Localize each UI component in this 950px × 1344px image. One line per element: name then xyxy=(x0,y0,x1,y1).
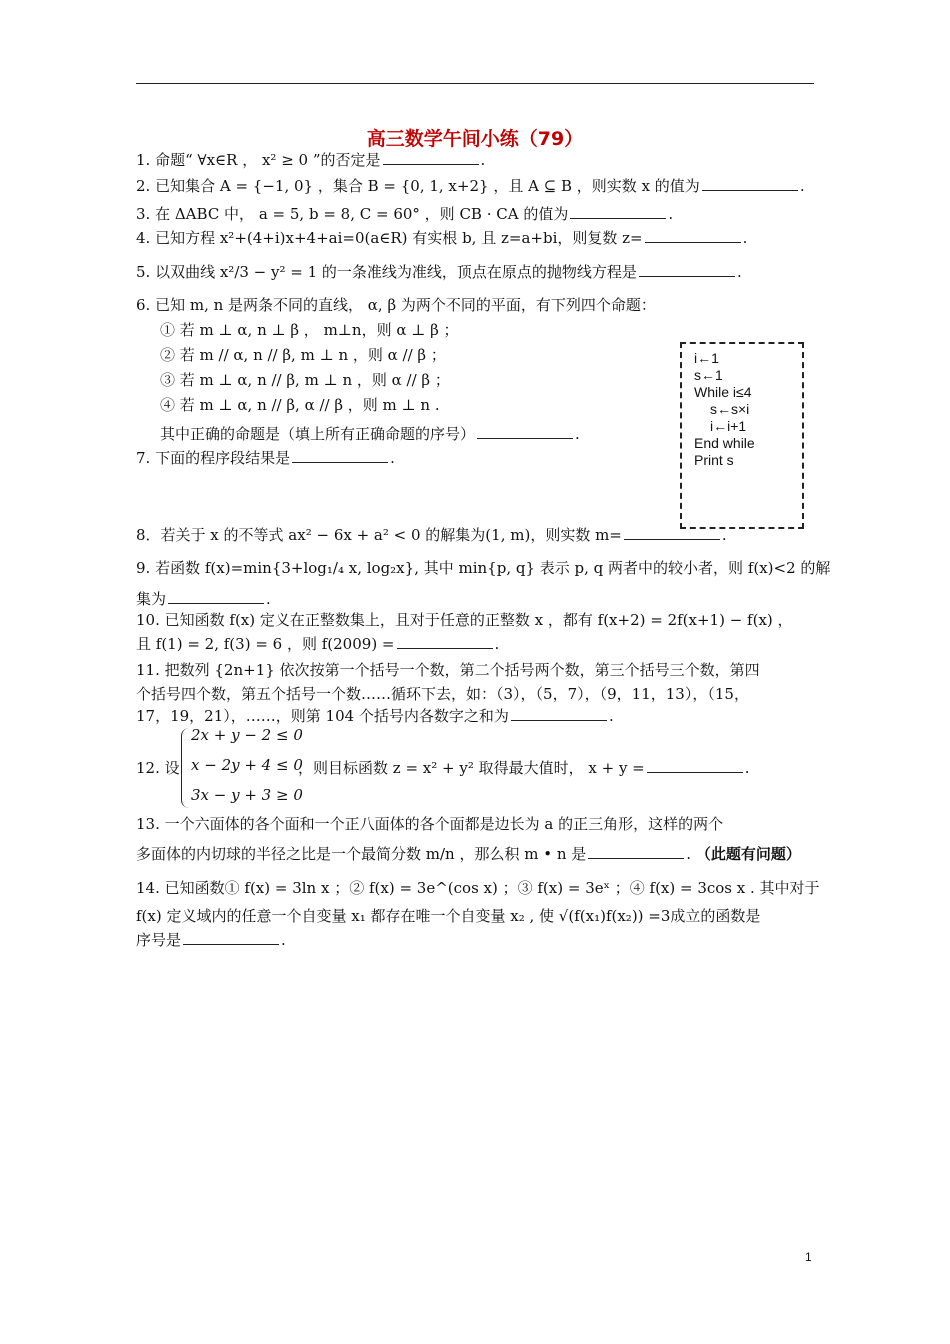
answer-blank[interactable] xyxy=(397,634,493,649)
answer-blank[interactable] xyxy=(183,930,279,945)
problem-13-cont: 多面体的内切球的半径之比是一个最简分数 m/n ，那么积 m • n 是 . （此题有问题） xyxy=(136,845,801,863)
problem-7: 7. 下面的程序段结果是 . xyxy=(136,449,395,467)
problem-9-cont: 集为 . xyxy=(136,590,271,608)
problem-14: 14. 已知函数① f(x) = 3ln x ；② f(x) = 3e^(cos x) ；③ f(x) = 3eˣ ；④ f(x) = 3cos x . 其中对于 xyxy=(136,879,820,897)
problem-5: 5. 以双曲线 x²/3 − y² = 1 的一条准线为准线，顶点在原点的抛物线方程是 . xyxy=(136,263,742,281)
problem-11: 11. 把数列 {2n+1} 依次按第一个括号一个数，第二个括号两个数，第三个括号三个数，第四 xyxy=(136,661,760,679)
problem-12-cont: ，则目标函数 z = x² + y² 取得最大值时， x + y = . xyxy=(298,759,750,777)
answer-blank[interactable] xyxy=(647,758,743,773)
constraint: x − 2y + 4 ≤ 0 xyxy=(191,756,303,774)
answer-blank[interactable] xyxy=(383,150,479,165)
answer-blank[interactable] xyxy=(639,262,735,277)
page-title: 高三数学午间小练（79） xyxy=(366,128,584,150)
program-line: Print s xyxy=(694,452,734,468)
answer-blank[interactable] xyxy=(570,204,666,219)
answer-blank[interactable] xyxy=(511,706,607,721)
problem-note: （此题有问题） xyxy=(695,845,801,863)
problem-3: 3. 在 ΔABC 中， a = 5, b = 8, C = 60° ，则 CB · CA 的值为 . xyxy=(136,205,674,223)
constraint: 2x + y − 2 ≤ 0 xyxy=(191,726,303,744)
program-line: s←s×i xyxy=(710,401,750,417)
program-line: End while xyxy=(694,435,755,451)
problem-10: 10. 已知函数 f(x) 定义在正整数集上，且对于任意的正整数 x ，都有 f(x+2) = 2f(x+1) − f(x) ， xyxy=(136,611,793,629)
program-line: i←i+1 xyxy=(710,418,747,434)
answer-blank[interactable] xyxy=(702,176,798,191)
answer-blank[interactable] xyxy=(292,448,388,463)
problem-12: 12. 设 xyxy=(136,759,180,777)
page-number: 1 xyxy=(805,1250,812,1264)
problem-6-item-3: ③ 若 m ⊥ α, n // β, m ⊥ n ，则 α // β ； xyxy=(160,371,450,389)
problem-9: 9. 若函数 f(x)=min{3+log₁/₄ x, log₂x}, 其中 min{p, q} 表示 p, q 两者中的较小者，则 f(x)<2 的解 xyxy=(136,559,831,577)
problem-6-item-2: ② 若 m // α, n // β, m ⊥ n ，则 α // β ； xyxy=(160,346,446,364)
system-brace xyxy=(181,728,190,808)
problem-8: 8．若关于 x 的不等式 ax² − 6x + a² < 0 的解集为(1, m)，则实数 m= . xyxy=(136,526,727,544)
program-box xyxy=(680,342,804,529)
problem-4: 4. 已知方程 x²+(4+i)x+4+ai=0(a∈R) 有实根 b, 且 z=a+bi，则复数 z= . xyxy=(136,229,748,247)
program-line: While i≤4 xyxy=(694,384,752,400)
header-rule xyxy=(136,83,814,84)
program-line: i←1 xyxy=(694,350,719,366)
problem-6-question: 其中正确的命题是（填上所有正确命题的序号） . xyxy=(160,425,580,443)
problem-1: 1. 命题“ ∀x∈R ， x² ≥ 0 ”的否定是 . xyxy=(136,151,486,169)
answer-blank[interactable] xyxy=(588,844,684,859)
problem-11-cont: 17，19，21），……，则第 104 个括号内各数字之和为 . xyxy=(136,707,614,725)
problem-6: 6. 已知 m, n 是两条不同的直线， α, β 为两个不同的平面，有下列四个命题： xyxy=(136,296,656,314)
answer-blank[interactable] xyxy=(645,228,741,243)
problem-10-cont: 且 f(1) = 2, f(3) = 6 ，则 f(2009) = . xyxy=(136,635,500,653)
answer-blank[interactable] xyxy=(624,525,720,540)
program-line: s←1 xyxy=(694,367,723,383)
problem-11-cont: 个括号四个数，第五个括号一个数……循环下去，如：（3），（5，7），（9，11，13），（15， xyxy=(136,685,749,703)
answer-blank[interactable] xyxy=(477,424,573,439)
problem-14-cont: f(x) 定义域内的任意一个自变量 x₁ 都存在唯一个自变量 x₂ , 使 √(f(x₁)f(x₂)) =3成立的函数是 xyxy=(136,907,761,925)
problem-14-cont: 序号是 . xyxy=(136,931,286,949)
problem-6-item-4: ④ 若 m ⊥ α, n // β, α // β ，则 m ⊥ n . xyxy=(160,396,440,414)
problem-2: 2. 已知集合 A = {−1, 0} ，集合 B = {0, 1, x+2} ，且 A ⊆ B ，则实数 x 的值为 . xyxy=(136,177,805,195)
problem-6-item-1: ① 若 m ⊥ α, n ⊥ β ， m⊥n，则 α ⊥ β ； xyxy=(160,321,459,339)
problem-13: 13. 一个六面体的各个面和一个正八面体的各个面都是边长为 a 的正三角形，这样的两个 xyxy=(136,815,724,833)
constraint: 3x − y + 3 ≥ 0 xyxy=(191,786,303,804)
answer-blank[interactable] xyxy=(168,589,264,604)
